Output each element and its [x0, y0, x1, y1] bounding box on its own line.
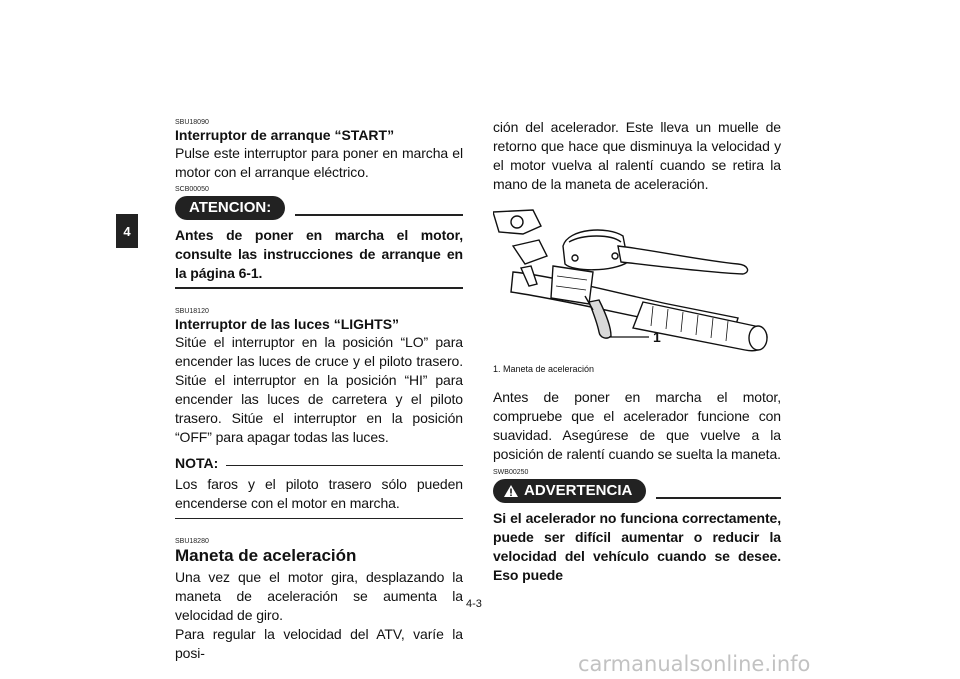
- callout-number: 1: [653, 329, 661, 345]
- caution-label: ATENCION:: [175, 196, 285, 220]
- section-body-lights-switch: Sitúe el interruptor en la posición “LO” para encender las luces de cruce y el piloto trasero. Sitúe el interruptor en la posición “HI” para encender las luces de carretera y el piloto trasero. Sitúe el interruptor en la posición “OFF” para apagar todas las luces.: [175, 334, 463, 445]
- warning-label-text: ADVERTENCIA: [524, 482, 633, 499]
- throttle-continued-text: ción del acelerador. Este lleva un muelle de retorno que hace que disminuya la velocidad y el motor vuelva al ralentí cuando se retira la mano de la maneta de aceleración.: [493, 119, 781, 192]
- caution-rule: [295, 214, 463, 216]
- warning-code: SWB00250: [493, 469, 529, 476]
- section-code: SBU18280: [175, 538, 209, 545]
- caution-header: [175, 196, 463, 220]
- warning-rule: [656, 497, 781, 499]
- warning-triangle-icon: [503, 484, 519, 498]
- section-body-throttle-1: Una vez que el motor gira, desplazando la maneta de aceleración se aumenta la velocidad de giro.: [175, 569, 463, 623]
- throttle-lever-figure: [493, 206, 781, 360]
- note-label: NOTA:: [175, 455, 219, 471]
- figure-caption: 1. Maneta de aceleración: [493, 364, 595, 374]
- section-title-lights-switch: Interruptor de las luces “LIGHTS”: [175, 316, 400, 332]
- warning-body: Si el acelerador no funciona correctamente, puede ser difícil aumentar o reducir la velocidad del vehículo cuando se desee. Eso puede: [493, 510, 781, 583]
- right-column: [493, 118, 781, 585]
- chapter-tab: 4: [116, 214, 138, 248]
- section-code: SBU18120: [175, 308, 209, 315]
- watermark: carmanualsonline.info: [578, 652, 811, 676]
- note-body: Los faros y el piloto trasero sólo pueden encenderse con el motor en marcha.: [175, 476, 463, 511]
- note-header: [175, 455, 463, 471]
- section-body-start-switch: Pulse este interruptor para poner en marcha el motor con el arranque eléctrico.: [175, 145, 463, 180]
- warning-header: [493, 479, 781, 503]
- section-code: SBU18090: [175, 119, 209, 126]
- note-rule: [226, 465, 463, 466]
- warning-label: [493, 479, 646, 503]
- throttle-check-text: Antes de poner en marcha el motor, compruebe que el acelerador funcione con suavidad. Asegúrese de que vuelve a la posición de ralentí cuando se suelta la maneta.: [493, 389, 781, 462]
- section-title-throttle: Maneta de aceleración: [175, 546, 357, 565]
- page-number: 4-3: [466, 598, 482, 610]
- handlebar-illustration: [493, 206, 781, 360]
- section-title-start-switch: Interruptor de arranque “START”: [175, 127, 395, 143]
- left-column: [175, 118, 463, 663]
- caution-code: SCB00050: [175, 186, 209, 193]
- section-body-throttle-2: Para regular la velocidad del ATV, varíe la posi-: [175, 626, 463, 661]
- caution-body: Antes de poner en marcha el motor, consulte las instrucciones de arranque en la página 6-1.: [175, 227, 463, 281]
